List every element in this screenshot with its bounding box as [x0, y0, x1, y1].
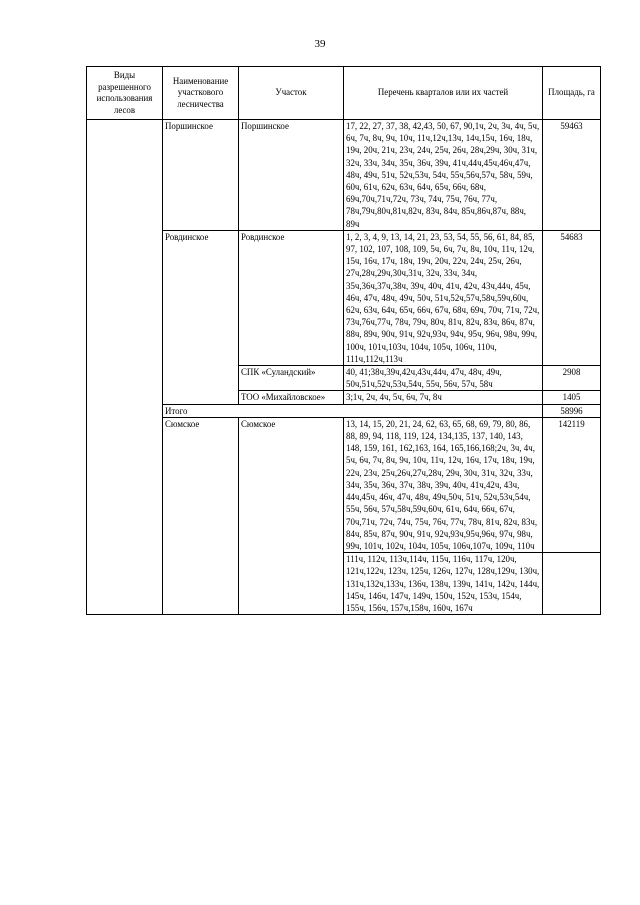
table-header-row: [87, 67, 601, 120]
forestry-cell: Сюмское: [163, 417, 239, 614]
header-area: Площадь, га: [543, 67, 601, 120]
quarters-cell: 13, 14, 15, 20, 21, 24, 62, 63, 65, 68, 69, 79, 80, 86, 88, 89, 94, 118, 119, 124, 134,135, 137, 140, 143, 148, 159, 161, 162,163, 164, 165,166,168;2ч, 3ч, 4ч, 5ч, 6ч, 7ч, 8ч, 9ч, 10ч, 11ч, 12ч, 16ч, 17ч, 18ч, 19ч, 22ч, 23ч, 25ч,26ч,27ч,28ч, 29ч, 30ч, 31ч, 32ч, 33ч, 34ч, 35ч, 36ч, 37ч, 38ч, 39ч, 40ч, 41ч,42ч, 43ч, 44ч,45ч, 46ч, 47ч, 48ч, 49ч,50ч, 51ч, 52ч,53ч,54ч, 55ч, 56ч, 57ч,58ч,59ч,60ч, 61ч, 64ч, 66ч, 67ч, 70ч,71ч, 72ч, 74ч, 75ч, 76ч, 77ч, 78ч, 81ч, 82ч, 83ч, 84ч, 85ч, 87ч, 90ч, 91ч, 92ч,93ч,95ч,96ч, 97ч, 98ч, 99ч, 101ч, 102ч, 104ч, 105ч, 106ч,107ч, 109ч, 110ч: [344, 417, 543, 552]
header-forestry-name: Наименование участкового лесничества: [163, 67, 239, 120]
page-number: 39: [314, 38, 326, 50]
area-cell: [543, 553, 601, 615]
total-area-cell: 58996: [543, 404, 601, 417]
header-quarters: Перечень кварталов или их частей: [344, 67, 543, 120]
area-cell: 54683: [543, 230, 601, 365]
forestry-cell: Ровдинское: [163, 230, 239, 404]
site-cell: Ровдинское: [239, 230, 344, 365]
area-cell: 1405: [543, 391, 601, 404]
quarters-cell: 111ч, 112ч, 113ч,114ч, 115ч, 116ч, 117ч, 120ч, 121ч,122ч, 123ч, 125ч, 126ч, 127ч, 128ч,129ч, 130ч, 131ч,132ч,133ч, 136ч, 138ч, 139ч, 141ч, 142ч, 144ч, 145ч, 146ч, 147ч, 149ч, 150ч, 152ч, 153ч, 154ч, 155ч, 156ч, 157ч,158ч, 160ч, 167ч: [344, 553, 543, 615]
forestry-cell: Поршинское: [163, 120, 239, 231]
forest-use-table: [86, 66, 601, 615]
quarters-cell: 17, 22, 27, 37, 38, 42,43, 50, 67, 90,1ч, 2ч, 3ч, 4ч, 5ч, 6ч, 7ч, 8ч, 9ч, 10ч, 11ч,12ч,13ч, 14ч,15ч, 16ч, 18ч, 19ч, 20ч, 21ч, 23ч, 24ч, 25ч, 26ч, 28ч,29ч, 30ч, 31ч, 32ч, 33ч, 34ч, 35ч, 36ч, 39ч, 41ч,44ч,45ч,46ч,47ч, 48ч, 49ч, 51ч, 52ч,53ч, 54ч, 55ч,56ч,57ч, 58ч, 59ч, 60ч, 61ч, 62ч, 63ч, 64ч, 65ч, 66ч, 68ч, 69ч,70ч,71ч,72ч, 73ч, 74ч, 75ч, 76ч, 77ч, 78ч,79ч,80ч,81ч,82ч, 83ч, 84ч, 85ч,86ч,87ч, 88ч, 89ч: [344, 120, 543, 231]
quarters-cell: 3;1ч, 2ч, 4ч, 5ч, 6ч, 7ч, 8ч: [344, 391, 543, 404]
quarters-cell: 1, 2, 3, 4, 9, 13, 14, 21, 23, 53, 54, 55, 56, 61, 84, 85, 97, 102, 107, 108, 109, 5ч, 6ч, 7ч, 8ч, 10ч, 11ч, 12ч, 15ч, 16ч, 17ч, 18ч, 19ч, 20ч, 22ч, 24ч, 25ч, 26ч, 27ч,28ч,29ч,30ч,31ч, 32ч, 33ч, 34ч, 35ч,36ч,37ч,38ч, 39ч, 40ч, 41ч, 42ч, 43ч,44ч, 45ч, 46ч, 47ч, 48ч, 49ч, 50ч, 51ч,52ч,57ч,58ч,59ч,60ч, 62ч, 63ч, 64ч, 65ч, 66ч, 67ч, 68ч, 69ч, 70ч, 71ч, 72ч, 73ч,76ч,77ч, 78ч, 79ч, 80ч, 81ч, 82ч, 83ч, 86ч, 87ч, 88ч, 89ч, 90ч, 91ч, 92ч,93ч, 94ч, 95ч, 96ч, 98ч, 99ч, 100ч, 101ч,103ч, 104ч, 105ч, 106ч, 110ч, 111ч,112ч,113ч: [344, 230, 543, 365]
site-cell: ТОО «Михайловское»: [239, 391, 344, 404]
area-cell: 59463: [543, 120, 601, 231]
area-cell: 2908: [543, 366, 601, 391]
area-cell: 142119: [543, 417, 601, 552]
site-cell: Сюмское: [239, 417, 344, 614]
table-row: [87, 120, 601, 231]
use-type-cell: [87, 120, 163, 615]
header-use-type: Виды разрешенного использования лесов: [87, 67, 163, 120]
table-row: [87, 417, 601, 552]
quarters-cell: 40, 41;38ч,39ч,42ч,43ч,44ч, 47ч, 48ч, 49ч, 50ч,51ч,52ч,53ч,54ч, 55ч, 56ч, 57ч, 58ч: [344, 366, 543, 391]
header-site: Участок: [239, 67, 344, 120]
table-row: [87, 230, 601, 365]
site-cell: Поршинское: [239, 120, 344, 231]
site-cell: СПК «Суландский»: [239, 366, 344, 391]
total-label-cell: Итого: [163, 404, 543, 417]
table-row-total: [87, 404, 601, 417]
